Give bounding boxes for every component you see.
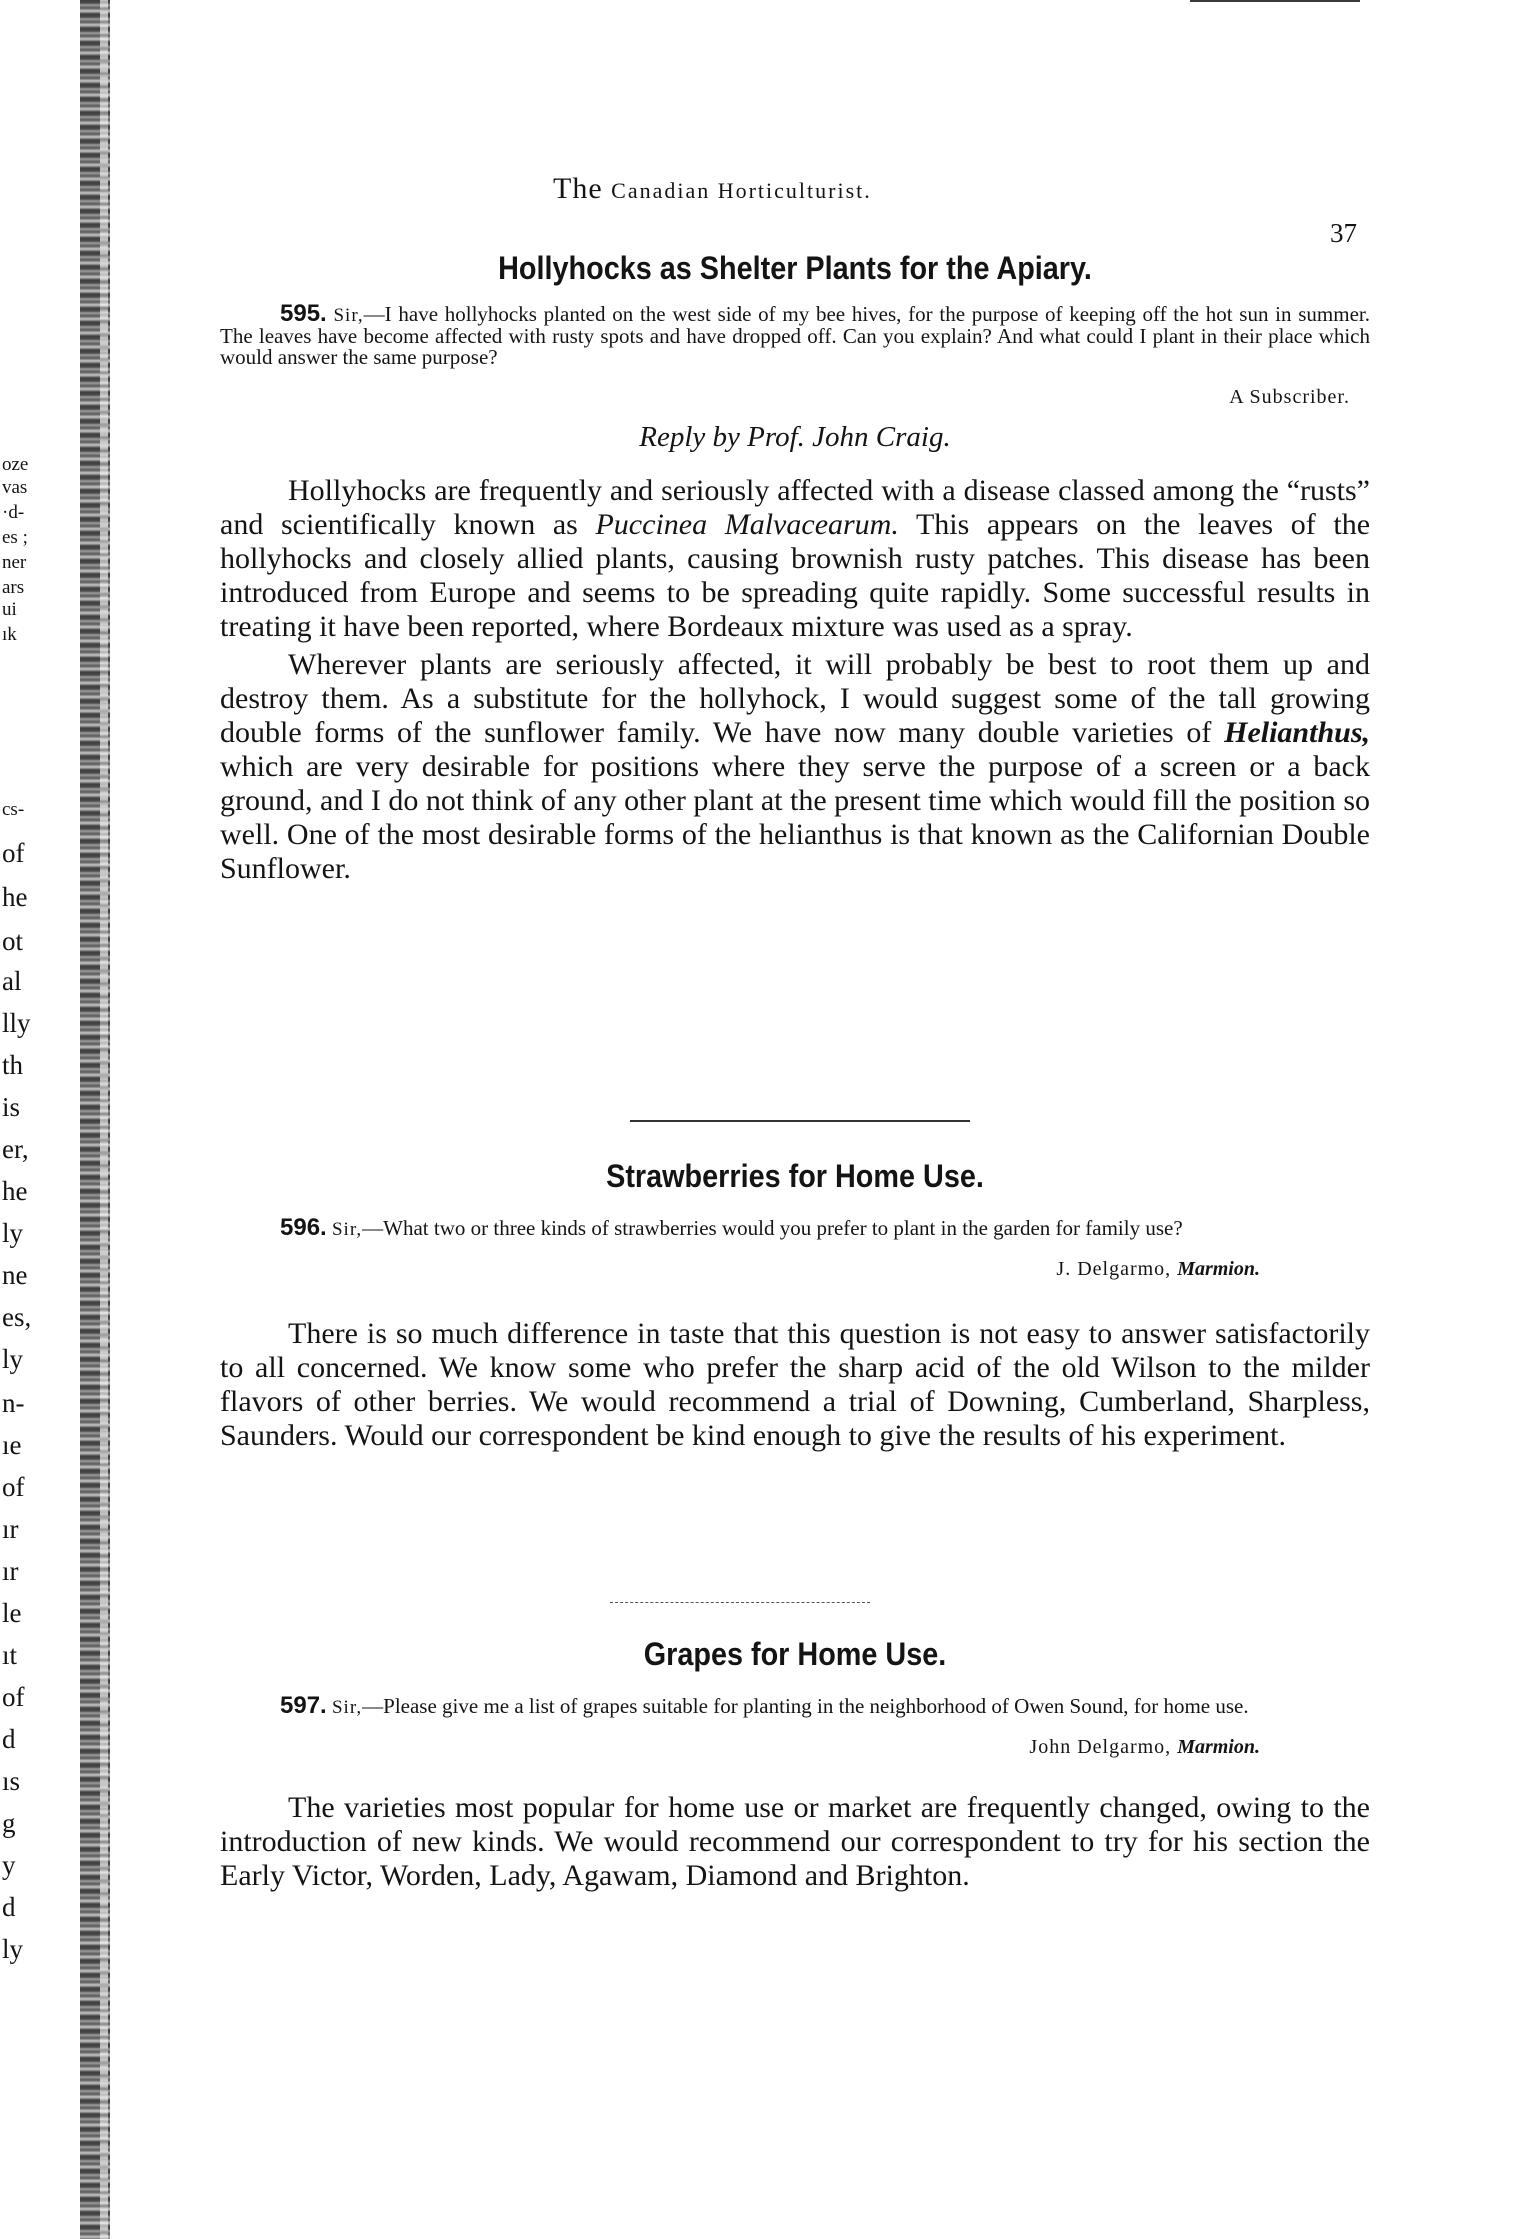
article-heading: Hollyhocks as Shelter Plants for the Apiary. [498,250,1092,286]
query-text [220,300,1371,369]
margin-fragment: ıs [2,1766,21,1796]
query-salutation: Sir, [331,1697,363,1718]
margin-fragment: ly [2,1344,24,1374]
margin-fragment: ık [2,624,17,645]
article-grapes [220,1636,1370,1893]
margin-fragment: ·d- [2,502,25,523]
margin-fragment: n- [2,1388,25,1418]
margin-fragment: of [2,838,25,868]
margin-fragment: ıt [2,1640,18,1670]
margin-fragment: er, [2,1134,29,1164]
margin-fragment: th [2,1050,24,1080]
margin-fragment: ne [2,1260,28,1290]
margin-fragment: es ; [2,527,28,548]
top-rule [1190,0,1360,2]
margin-fragment: le [2,1598,22,1628]
margin-fragment: cs- [2,799,25,820]
margin-fragment: ıe [2,1430,22,1460]
margin-fragment: he [2,1176,28,1206]
answer-paragraph: There is so much difference in taste that this question is not easy to answer satisfactorily to all concerned. We know some who prefer the sharp acid of the old Wilson to the milder flavors of other berries. We would recommend a trial of Downing, Cumberland, Sharpless, Saunders. Would our correspondent be kind enough to give the results of his experiment. [220,1317,1370,1452]
facing-page-margin [0,0,78,2239]
query-number: 595. [280,300,327,327]
margin-fragment: ui [2,599,17,620]
genus-name: Helianthus, [1224,716,1370,749]
margin-fragment: d [2,1724,16,1754]
query-number: 596. [280,1214,327,1241]
signature [220,1258,1260,1281]
margin-fragment: ır [2,1556,19,1586]
query-text [220,1214,1370,1241]
article-heading: Grapes for Home Use. [643,1636,947,1672]
query-number: 597. [280,1692,327,1719]
reply-byline: Reply by Prof. John Craig. [639,421,951,453]
article-strawberries [220,1158,1370,1453]
answer-paragraph: Hollyhocks are frequently and seriously affected with a disease classed among the “rusts” and scientifically known as Puccinea Malvacearum. This appears on the leaves of the hollyhocks and closely allied plants, causing brownish rusty patches. This disease has been introduced from Europe and seems to be spreading quite rapidly. Some successful results in treating it have been reported, where Bordeaux mixture was used as a spray. [220,474,1371,643]
query-body: —I have hollyhocks planted on the west side of my bee hives, for the purpose of keeping off the hot sun in summer. The leaves have become affected with rusty spots and have dropped off. Can you explain? And what could I plant in their place which would answer the same purpose? [220,302,1371,369]
margin-fragment: g [2,1808,16,1838]
query-salutation: Sir, [331,1219,363,1240]
answer-text [220,1791,1370,1893]
margin-fragment: ly [2,1934,24,1964]
margin-fragment: of [2,1682,25,1712]
section-divider [630,1120,970,1122]
section-divider [610,1602,870,1603]
signature-name: John Delgarmo, [1029,1736,1172,1758]
signature-place: Marmion. [1177,1258,1260,1280]
article-heading: Strawberries for Home Use. [606,1158,984,1194]
margin-fragment: ars [2,577,25,598]
answer-paragraph: The varieties most popular for home use or market are frequently changed, owing to the introduction of new kinds. We would recommend our correspondent to try for his section the Early Victor, Worden, Lady, Agawam, Diamond and Brighton. [220,1791,1370,1892]
running-head-the: The [553,172,603,205]
signature-place: Marmion. [1177,1736,1260,1758]
margin-fragment: ner [2,552,27,573]
binding-edge [100,0,108,2239]
margin-fragment: is [2,1092,21,1122]
query-body: —What two or three kinds of strawberries would you prefer to plant in the garden for family use? [362,1216,1183,1240]
margin-fragment: ır [2,1514,19,1544]
margin-fragment: ot [2,926,24,956]
answer-paragraph: Wherever plants are seriously affected, it will probably be best to root them up and destroy them. As a substitute for the hollyhock, I would suggest some of the tall growing double forms of the sunflower family. We have now many double varieties of Helianthus, which are very desirable for positions where they serve the purpose of a screen or a back ground, and I do not think of any other plant at the present time which would fill the position so well. One of the most desirable forms of the helianthus is that known as the Californian Double Sunflower. [220,648,1370,885]
answer-text [220,1317,1370,1453]
margin-fragment: oze [2,454,29,475]
margin-fragment: al [2,966,22,996]
margin-fragment: lly [2,1008,31,1038]
signature [220,1736,1260,1759]
margin-fragment: y [2,1850,16,1880]
signature: A Subscriber. [1229,386,1350,408]
running-head [553,172,872,206]
margin-fragment: ly [2,1218,24,1248]
page-number: 37 [1330,218,1357,248]
running-head-title: Canadian Horticulturist. [611,178,872,203]
margin-fragment: of [2,1472,25,1502]
margin-fragment: d [2,1892,16,1922]
margin-fragment: he [2,882,28,912]
signature-name: J. Delgarmo, [1056,1258,1172,1280]
query-body: —Please give me a list of grapes suitable for planting in the neighborhood of Owen Sound, for home use. [362,1694,1249,1718]
margin-fragment: es, [2,1302,32,1332]
margin-fragment: vas [2,477,28,498]
answer-text [220,474,1370,886]
article-hollyhocks [220,250,1370,886]
query-text [220,1692,1370,1719]
query-salutation: Sir, [333,305,364,326]
species-name: Puccinea Malvacearum. [595,508,899,541]
